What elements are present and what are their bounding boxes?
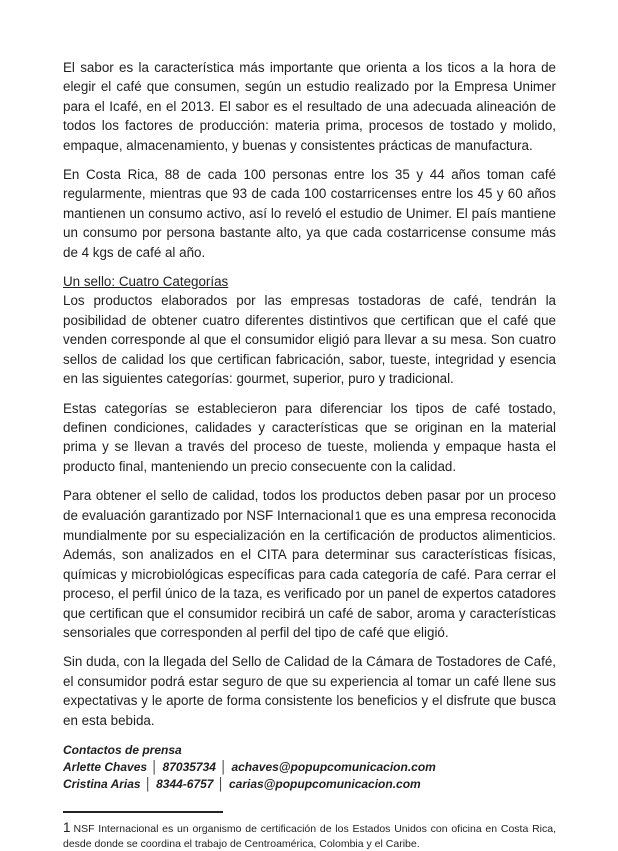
contact-phone: 87035734 xyxy=(162,760,216,774)
footnote-text: NSF Internacional es un organismo de certificación de los Estados Unidos con oficina en Costa Rica, desde donde se coordina el trabajo de Centroamérica, Colombia y el Caribe. xyxy=(63,823,556,850)
contact-name: Cristina Arias xyxy=(63,777,141,791)
paragraph-sabor-estudio: El sabor es la característica más importante que orienta a los ticos a la hora de elegir el café que consumen, según un estudio realizado por la Empresa Unimer para el Icafé, en el 2013. El sabor es el resultado de una adecuada alineación de todos los factores de producción: materia prima, procesos de tostado y molido, empaque, almacenamiento, y buenas y consistentes prácticas de manufactura. xyxy=(63,60,556,153)
footnote-reference-marker: 1 xyxy=(354,508,362,523)
separator-bar: │ xyxy=(144,777,153,791)
contact-email: achaves@popupcomunicacion.com xyxy=(231,760,436,774)
contact-line xyxy=(63,776,556,793)
paragraph-consumo-costa-rica: En Costa Rica, 88 de cada 100 personas entre los 35 y 44 años toman café regularmente, mientras que 93 de cada 100 costarricenses entre los 45 y 60 años mantienen un consumo activo, así lo reveló el estudio de Unimer. El país mantiene un consumo por persona bastante alto, ya que cada costarricense consume más de 4 kgs de café al año. xyxy=(63,167,556,260)
contact-name: Arlette Chaves xyxy=(63,760,148,774)
contact-line xyxy=(63,759,556,776)
contact-email: carias@popupcomunicacion.com xyxy=(228,777,421,791)
contact-phone: 8344-6757 xyxy=(156,777,214,791)
footnote-number: 1 xyxy=(63,820,71,835)
paragraph-evaluacion-text-before: Para obtener el sello de calidad, todos los productos deben pasar por un proceso de evaluación garantizado por NSF Internacional xyxy=(63,488,556,523)
paragraph-conclusion: Sin duda, con la llegada del Sello de Calidad de la Cámara de Tostadores de Café, el consumidor podrá estar seguro de que su experiencia al tomar un café llene sus expectativas y le aporte de forma consistente los beneficios y el disfrute que busca en esta bebida. xyxy=(63,654,556,728)
section-heading: Un sello: Cuatro Categorías xyxy=(63,274,229,290)
paragraph-categorias: Estas categorías se establecieron para diferenciar los tipos de café tostado, definen condiciones, calidades y características que se originan en la material prima y se llevan a través del proceso de tueste, molienda y empaque hasta el producto final, manteniendo un precio consecuente con la calidad. xyxy=(63,400,556,474)
separator-bar: │ xyxy=(217,777,225,791)
paragraph-evaluacion-text-after: que es una empresa reconocida mundialmente por su especialización en la certificación de productos alimenticios. Además, son analizados en el CITA para determinar sus características físicas, químicas y microbiológicas específicas para cada categoría de café. Para cerrar el proceso, el perfil único de la taza, es verificado por un panel de expertos catadores que certifican que el consumidor recibirá un café de sabor, aroma y características sensoriales que corresponden al perfil del tipo de café que eligió. xyxy=(63,507,556,640)
press-contacts xyxy=(63,742,556,793)
footnote xyxy=(63,821,556,851)
separator-bar: │ xyxy=(219,760,228,774)
footnote-separator-rule xyxy=(63,811,223,813)
paragraph-evaluacion xyxy=(63,486,556,642)
paragraph-cuatro-sellos: Los productos elaborados por las empresas tostadoras de café, tendrán la posibilidad de obtener cuatro diferentes distintivos que certifican que el café que venden corresponde al que el consumidor eligió para llevar a su mesa. Son cuatro sellos de calidad los que certifican fabricación, sabor, tueste, integridad y esencia en las siguientes categorías: gourmet, superior, puro y tradicional. xyxy=(63,293,556,387)
press-contacts-title: Contactos de prensa xyxy=(63,743,182,757)
separator-bar: │ xyxy=(151,760,159,774)
